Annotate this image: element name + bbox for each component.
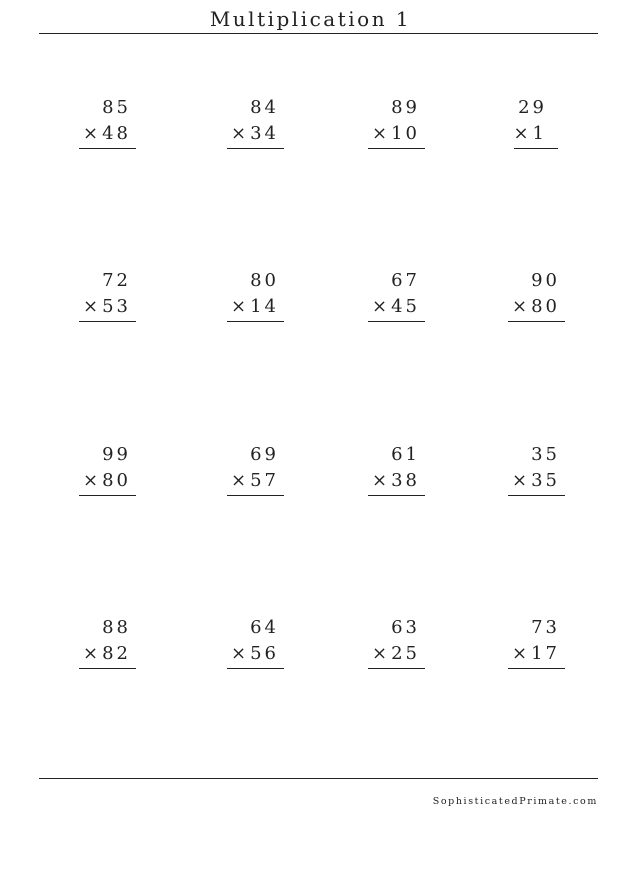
times-icon: × [512, 470, 531, 491]
problem-2 [192, 97, 282, 157]
multiplier: 56 [250, 643, 279, 664]
problem-7 [333, 270, 423, 330]
answer-line [368, 668, 425, 669]
multiplier-row [372, 123, 420, 145]
problem-1 [44, 97, 134, 157]
times-icon: × [83, 643, 102, 664]
answer-line [368, 148, 425, 149]
problem-4 [473, 97, 563, 157]
problem-8 [473, 270, 563, 330]
answer-line [79, 148, 136, 149]
multiplicand: 84 [250, 97, 279, 118]
multiplier: 35 [531, 470, 560, 491]
multiplicand: 73 [531, 617, 560, 638]
multiplicand: 69 [250, 444, 279, 465]
multiplier-row [83, 296, 131, 318]
multiplier-row [83, 470, 131, 492]
problem-5 [44, 270, 134, 330]
problem-10 [192, 444, 282, 504]
answer-line [508, 668, 565, 669]
multiplier: 45 [391, 296, 420, 317]
times-icon: × [83, 296, 102, 317]
times-icon: × [83, 470, 102, 491]
multiplier-row [231, 470, 279, 492]
multiplier: 57 [250, 470, 279, 491]
multiplicand: 80 [250, 270, 279, 291]
answer-line [227, 148, 284, 149]
problem-6 [192, 270, 282, 330]
answer-line [514, 148, 558, 149]
multiplier-row [513, 123, 547, 145]
times-icon: × [231, 470, 250, 491]
answer-line [508, 495, 565, 496]
multiplier-row [512, 470, 560, 492]
multiplier: 80 [102, 470, 131, 491]
times-icon: × [513, 123, 532, 144]
times-icon: × [231, 123, 250, 144]
multiplicand: 90 [531, 270, 560, 291]
multiplier: 82 [102, 643, 131, 664]
multiplicand: 35 [531, 444, 560, 465]
times-icon: × [231, 296, 250, 317]
multiplier-row [512, 643, 560, 665]
problem-3 [333, 97, 423, 157]
multiplicand: 89 [391, 97, 420, 118]
times-icon: × [372, 296, 391, 317]
worksheet-title: Multiplication 1 [209, 7, 412, 31]
times-icon: × [372, 470, 391, 491]
multiplicand: 72 [102, 270, 131, 291]
multiplier-row [512, 296, 560, 318]
multiplier-row [372, 643, 420, 665]
multiplier: 14 [250, 296, 279, 317]
times-icon: × [512, 643, 531, 664]
problem-15 [333, 617, 423, 677]
multiplicand: 99 [102, 444, 131, 465]
answer-line [508, 321, 565, 322]
multiplier: 17 [531, 643, 560, 664]
multiplier: 38 [391, 470, 420, 491]
multiplier-row [372, 470, 420, 492]
multiplier: 1 [532, 123, 547, 144]
answer-line [368, 321, 425, 322]
problem-12 [473, 444, 563, 504]
answer-line [227, 321, 284, 322]
answer-line [79, 321, 136, 322]
multiplier: 48 [102, 123, 131, 144]
problem-16 [473, 617, 563, 677]
problem-11 [333, 444, 423, 504]
multiplicand: 61 [391, 444, 420, 465]
answer-line [368, 495, 425, 496]
multiplier-row [231, 296, 279, 318]
times-icon: × [512, 296, 531, 317]
answer-line [227, 668, 284, 669]
answer-line [227, 495, 284, 496]
multiplicand: 88 [102, 617, 131, 638]
multiplier: 25 [391, 643, 420, 664]
problem-9 [44, 444, 134, 504]
multiplier-row [231, 123, 279, 145]
multiplicand: 29 [518, 97, 547, 118]
multiplier-row [83, 643, 131, 665]
footer-credit: SophisticatedPrimate.com [432, 796, 598, 807]
times-icon: × [372, 123, 391, 144]
header-divider [39, 33, 598, 34]
problem-13 [44, 617, 134, 677]
times-icon: × [372, 643, 391, 664]
multiplier: 80 [531, 296, 560, 317]
multiplier-row [231, 643, 279, 665]
multiplier-row [83, 123, 131, 145]
multiplier: 10 [391, 123, 420, 144]
multiplier: 53 [102, 296, 131, 317]
multiplicand: 85 [102, 97, 131, 118]
multiplier: 34 [250, 123, 279, 144]
multiplicand: 67 [391, 270, 420, 291]
answer-line [79, 668, 136, 669]
multiplicand: 63 [391, 617, 420, 638]
footer-divider [39, 778, 598, 779]
problem-14 [192, 617, 282, 677]
answer-line [79, 495, 136, 496]
multiplier-row [372, 296, 420, 318]
multiplicand: 64 [250, 617, 279, 638]
times-icon: × [83, 123, 102, 144]
times-icon: × [231, 643, 250, 664]
